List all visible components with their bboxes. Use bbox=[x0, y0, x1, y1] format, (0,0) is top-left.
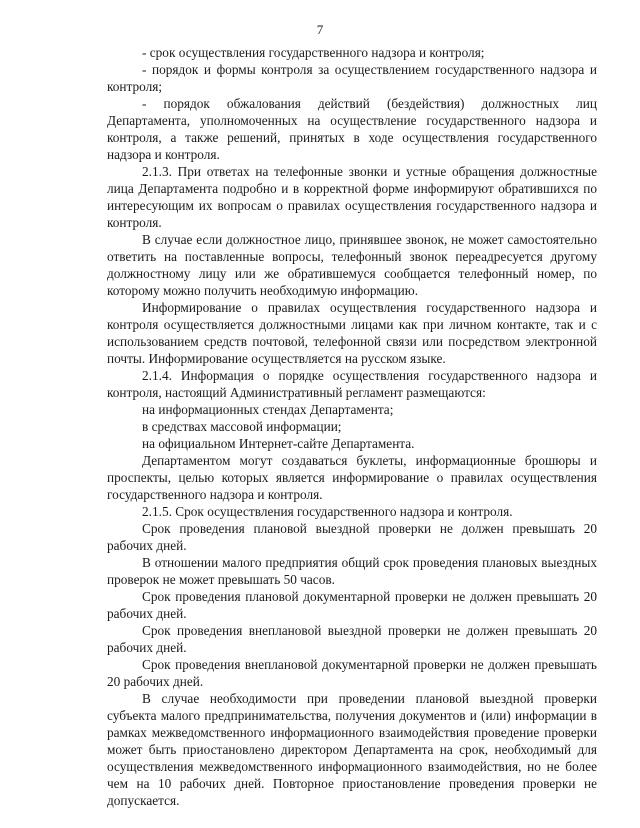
paragraph: 2.1.3. При ответах на телефонные звонки и устные обращения должностные лица Департамента подробно и в корректной форме информируют обратившихся по интересующим их вопросам о правилах осуществления государственного надзора и контроля. bbox=[107, 164, 597, 230]
paragraph: - порядок обжалования действий (бездействия) должностных лиц Департамента, уполномоченных на осуществление государственного надзора и контроля, а также решений, принятых в ходе осуществления государственного надзора и контроля. bbox=[107, 96, 597, 162]
paragraph: Департаментом могут создаваться буклеты, информационные брошюры и проспекты, целью которых является информирование о правилах осуществления государственного надзора и контроля. bbox=[107, 453, 597, 502]
paragraph: Информирование о правилах осуществления государственного надзора и контроля осуществляется должностными лицами как при личном контакте, так и с использованием средств почтовой, телефонной связи или посредством электронной почты. Информирование осуществляется на русском языке. bbox=[107, 300, 597, 366]
document-body bbox=[107, 44, 597, 809]
paragraph: на информационных стендах Департамента; bbox=[142, 402, 394, 417]
paragraph: в средствах массовой информации; bbox=[142, 419, 342, 434]
paragraph: Срок проведения плановой документарной проверки не должен превышать 20 рабочих дней. bbox=[107, 589, 597, 621]
paragraph: 2.1.4. Информация о порядке осуществления государственного надзора и контроля, настоящий Административный регламент размещаются: bbox=[107, 368, 597, 400]
paragraph: - порядок и формы контроля за осуществлением государственного надзора и контроля; bbox=[107, 62, 597, 94]
paragraph: 2.1.5. Срок осуществления государственного надзора и контроля. bbox=[142, 504, 513, 519]
paragraph: В отношении малого предприятия общий срок проведения плановых выездных проверок не может превышать 50 часов. bbox=[107, 555, 597, 587]
paragraph: на официальном Интернет-сайте Департамента. bbox=[142, 436, 415, 451]
paragraph: В случае если должностное лицо, принявшее звонок, не может самостоятельно ответить на поставленные вопросы, телефонный звонок переадресуется другому должностному лицу или же обратившемуся сообщается телефонный номер, по которому можно получить необходимую информацию. bbox=[107, 232, 597, 298]
paragraph: Срок проведения внеплановой документарной проверки не должен превышать 20 рабочих дней. bbox=[107, 657, 597, 689]
paragraph: Срок проведения внеплановой выездной проверки не должен превышать 20 рабочих дней. bbox=[107, 623, 597, 655]
paragraph: - срок осуществления государственного надзора и контроля; bbox=[142, 45, 485, 60]
paragraph: В случае необходимости при проведении плановой выездной проверки субъекта малого предпринимательства, получения документов и (или) информации в рамках межведомственного информационного взаимодействия проведение проверки может быть приостановлено директором Департамента на срок, необходимый для осуществления межведомственного информационного взаимодействия, но не более чем на 10 рабочих дней. Повторное приостановление проведения проверки не допускается. bbox=[107, 691, 597, 808]
paragraph: Срок проведения плановой выездной проверки не должен превышать 20 рабочих дней. bbox=[107, 521, 597, 553]
page-number: 7 bbox=[316, 22, 324, 37]
